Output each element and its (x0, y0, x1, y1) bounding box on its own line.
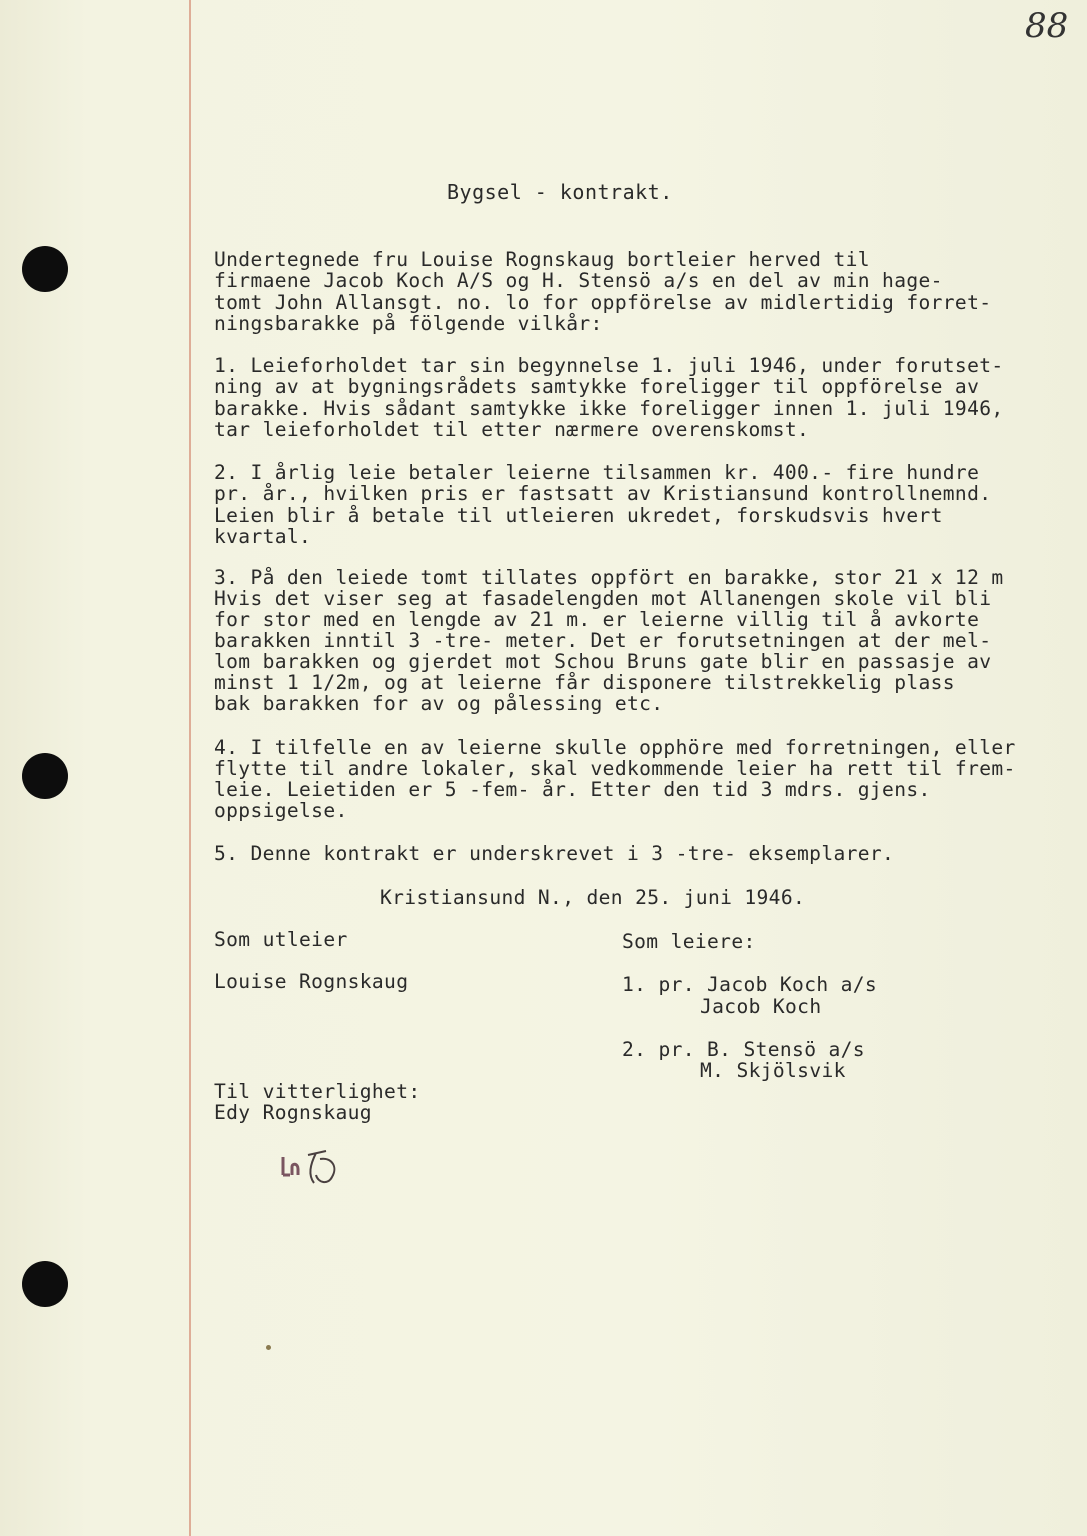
clause-3-line: Hvis det viser seg at fasadelengden mot Allanengen skole vil bli (214, 587, 992, 610)
lessee-1-company: 1. pr. Jacob Koch a/s (622, 973, 878, 996)
clause-3-line: for stor med en lengde av 21 m. er leierne villig til å avkorte (214, 608, 980, 631)
binder-hole-bottom (22, 1261, 68, 1307)
lessees-heading: Som leiere: (622, 930, 756, 953)
intro-line: firmaene Jacob Koch A/S og H. Stensö a/s en del av min hage- (214, 269, 943, 292)
clause-1-line: 1. Leieforholdet tar sin begynnelse 1. juli 1946, under forutset- (214, 354, 1004, 377)
page-number: 88 (1025, 6, 1069, 46)
clause-3-line: lom barakken og gjerdet mot Schou Bruns gate blir en passasje av (214, 650, 992, 673)
lessee-1-signer: Jacob Koch (700, 995, 822, 1018)
clause-2-line: 2. I årlig leie betaler leierne tilsammen kr. 400.- fire hundre (214, 461, 980, 484)
lessor-heading: Som utleier (214, 928, 348, 951)
lessor-name: Louise Rognskaug (214, 970, 409, 993)
binder-hole-top (22, 246, 68, 292)
intro-line: Undertegnede fru Louise Rognskaug bortleier herved til (214, 248, 870, 271)
witness-name: Edy Rognskaug (214, 1101, 372, 1124)
clause-5-line: 5. Denne kontrakt er underskrevet i 3 -tre- eksemplarer. (214, 842, 895, 865)
clause-4-line: 4. I tilfelle en av leierne skulle opphöre med forretningen, eller (214, 736, 1016, 759)
clause-3-line: minst 1 1/2m, og at leierne får disponere tilstrekkelig plass (214, 671, 955, 694)
handwritten-initials-mark (280, 1145, 350, 1189)
clause-3-line: barakken inntil 3 -tre- meter. Det er forutsetningen at der mel- (214, 629, 992, 652)
clause-2-line: Leien blir å betale til utleieren ukredet, forskudsvis hvert (214, 504, 943, 527)
witness-heading: Til vitterlighet: (214, 1080, 421, 1103)
intro-line: ningsbarakke på fölgende vilkår: (214, 312, 603, 335)
clause-4-line: leie. Leietiden er 5 -fem- år. Etter den tid 3 mdrs. gjens. (214, 778, 931, 801)
clause-1-line: barakke. Hvis sådant samtykke ikke foreligger innen 1. juli 1946, (214, 397, 1004, 420)
clause-2-line: kvartal. (214, 525, 312, 548)
place-date: Kristiansund N., den 25. juni 1946. (380, 886, 806, 909)
clause-3-line: 3. På den leiede tomt tillates oppfört en barakke, stor 21 x 12 m (214, 566, 1004, 589)
lessee-2-signer: M. Skjölsvik (700, 1059, 846, 1082)
clause-4-line: flytte til andre lokaler, skal vedkommende leier ha rett til frem- (214, 757, 1016, 780)
lessee-2-company: 2. pr. B. Stensö a/s (622, 1038, 865, 1061)
document-title: Bygsel - kontrakt. (447, 180, 673, 204)
clause-4-line: oppsigelse. (214, 799, 348, 822)
ink-speck (266, 1345, 271, 1350)
clause-1-line: tar leieforholdet til etter nærmere overenskomst. (214, 418, 810, 441)
intro-line: tomt John Allansgt. no. lo for oppförelse av midlertidig forret- (214, 291, 992, 314)
margin-rule (189, 0, 191, 1536)
clause-2-line: pr. år., hvilken pris er fastsatt av Kristiansund kontrollnemnd. (214, 482, 992, 505)
clause-1-line: ning av at bygningsrådets samtykke foreligger til oppförelse av (214, 375, 980, 398)
clause-3-line: bak barakken for av og pålessing etc. (214, 692, 664, 715)
binder-hole-middle (22, 753, 68, 799)
